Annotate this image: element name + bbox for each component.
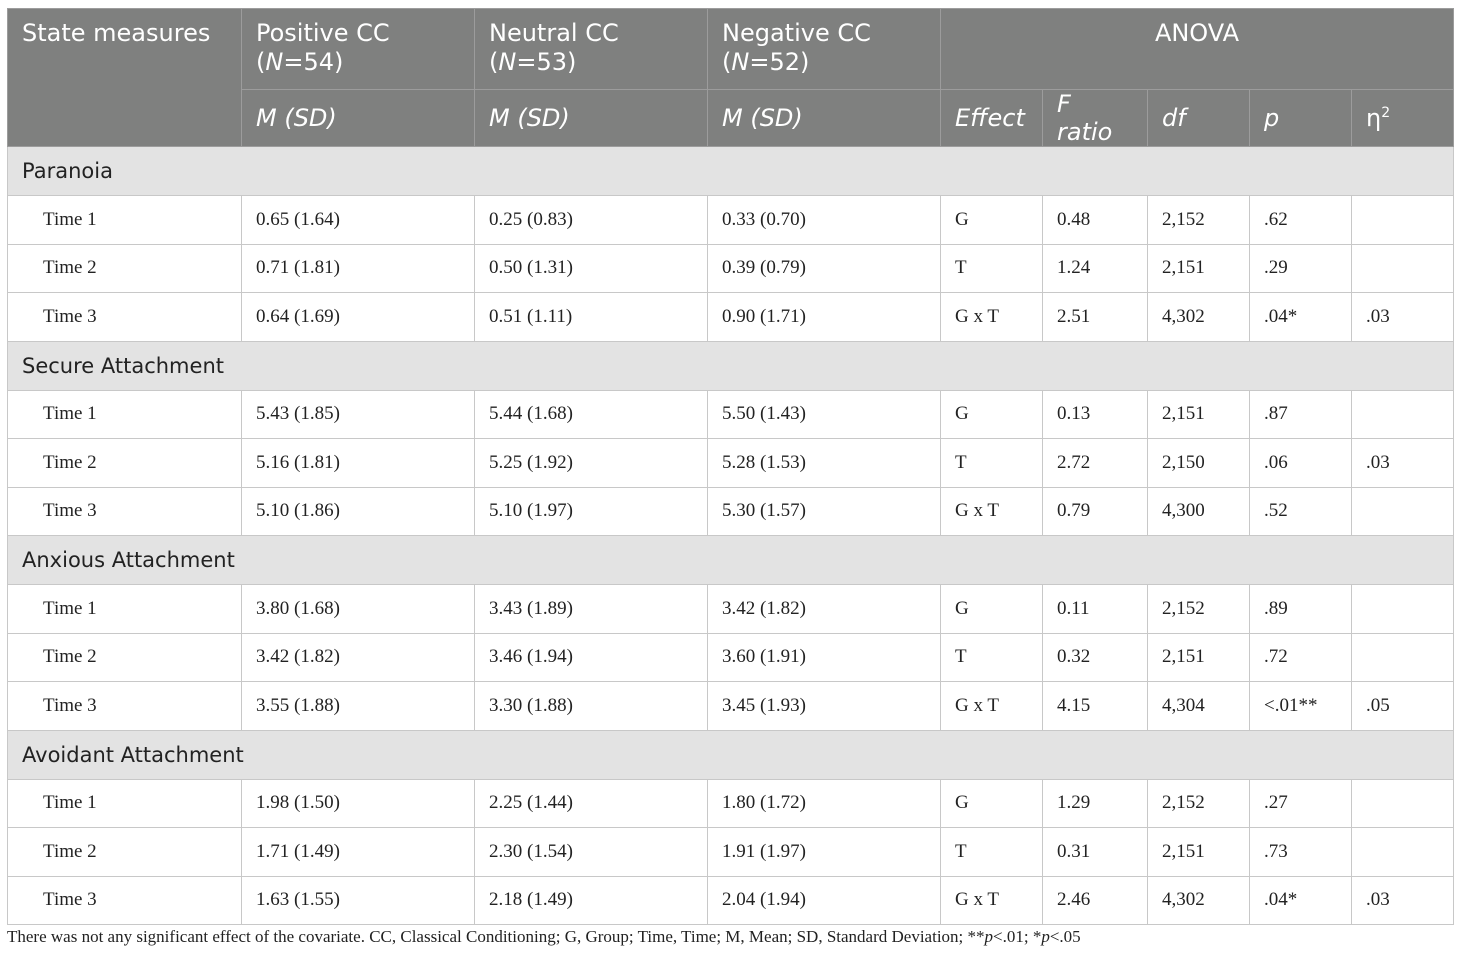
cell-df: 2,150 — [1148, 439, 1250, 488]
cell-neu: 2.30 (1.54) — [475, 828, 708, 877]
cell-df: 2,151 — [1148, 390, 1250, 439]
cell-pos: 0.71 (1.81) — [242, 244, 475, 293]
cell-neu: 5.10 (1.97) — [475, 487, 708, 536]
table-row — [8, 633, 1454, 682]
section-row — [8, 147, 1454, 196]
table-row — [8, 828, 1454, 877]
results-table-container — [7, 8, 1453, 925]
header-negative-cc: Negative CC (N=52) — [708, 9, 941, 90]
cell-neu: 3.46 (1.94) — [475, 633, 708, 682]
row-label: Time 1 — [8, 779, 242, 828]
cell-p: .87 — [1250, 390, 1352, 439]
cell-neg: 2.04 (1.94) — [708, 876, 941, 925]
cell-p: .89 — [1250, 585, 1352, 634]
row-label: Time 3 — [8, 487, 242, 536]
cell-effect: G — [941, 390, 1043, 439]
cell-neg: 1.91 (1.97) — [708, 828, 941, 877]
cell-neu: 0.50 (1.31) — [475, 244, 708, 293]
cell-eta — [1352, 585, 1454, 634]
cell-neg: 5.50 (1.43) — [708, 390, 941, 439]
cell-pos: 0.64 (1.69) — [242, 293, 475, 342]
row-label: Time 2 — [8, 439, 242, 488]
cell-effect: G x T — [941, 682, 1043, 731]
cell-pos: 3.80 (1.68) — [242, 585, 475, 634]
header-df: df — [1148, 90, 1250, 147]
cell-neu: 3.30 (1.88) — [475, 682, 708, 731]
cell-p: .73 — [1250, 828, 1352, 877]
results-table — [7, 8, 1454, 925]
cell-eta — [1352, 244, 1454, 293]
cell-eta: .05 — [1352, 682, 1454, 731]
cell-p: .04* — [1250, 876, 1352, 925]
cell-eta: .03 — [1352, 439, 1454, 488]
cell-p: .72 — [1250, 633, 1352, 682]
cell-pos: 3.42 (1.82) — [242, 633, 475, 682]
cell-p: <.01** — [1250, 682, 1352, 731]
row-label: Time 1 — [8, 390, 242, 439]
row-label: Time 2 — [8, 244, 242, 293]
section-title: Paranoia — [8, 147, 1454, 196]
cell-df: 2,152 — [1148, 585, 1250, 634]
cell-eta — [1352, 828, 1454, 877]
header-msd-negative: M (SD) — [708, 90, 941, 147]
cell-effect: T — [941, 633, 1043, 682]
cell-eta — [1352, 779, 1454, 828]
cell-f: 0.48 — [1043, 196, 1148, 245]
cell-neu: 5.25 (1.92) — [475, 439, 708, 488]
cell-f: 2.46 — [1043, 876, 1148, 925]
row-label: Time 3 — [8, 682, 242, 731]
cell-df: 2,151 — [1148, 244, 1250, 293]
cell-f: 1.29 — [1043, 779, 1148, 828]
table-body — [8, 147, 1454, 925]
header-eta-squared: $\eta^2$ — [1352, 90, 1454, 147]
cell-neu: 5.44 (1.68) — [475, 390, 708, 439]
row-label: Time 3 — [8, 293, 242, 342]
section-title: Secure Attachment — [8, 341, 1454, 390]
cell-eta — [1352, 390, 1454, 439]
cell-pos: 5.43 (1.85) — [242, 390, 475, 439]
cell-p: .62 — [1250, 196, 1352, 245]
cell-effect: T — [941, 439, 1043, 488]
table-row — [8, 244, 1454, 293]
cell-f: 4.15 — [1043, 682, 1148, 731]
header-f-ratio: F ratio — [1043, 90, 1148, 147]
cell-effect: G — [941, 585, 1043, 634]
header-state-measures: State measures — [8, 9, 242, 147]
header-effect: Effect — [941, 90, 1043, 147]
row-label: Time 1 — [8, 585, 242, 634]
cell-neg: 5.28 (1.53) — [708, 439, 941, 488]
cell-neg: 0.33 (0.70) — [708, 196, 941, 245]
cell-f: 2.51 — [1043, 293, 1148, 342]
cell-eta: .03 — [1352, 293, 1454, 342]
cell-neu: 3.43 (1.89) — [475, 585, 708, 634]
cell-df: 4,302 — [1148, 293, 1250, 342]
row-label: Time 2 — [8, 633, 242, 682]
section-row — [8, 730, 1454, 779]
cell-df: 2,151 — [1148, 828, 1250, 877]
cell-f: 2.72 — [1043, 439, 1148, 488]
cell-effect: G x T — [941, 876, 1043, 925]
table-header — [8, 9, 1454, 147]
cell-pos: 1.63 (1.55) — [242, 876, 475, 925]
header-positive-cc: Positive CC (N=54) — [242, 9, 475, 90]
header-msd-positive: M (SD) — [242, 90, 475, 147]
header-anova: ANOVA — [941, 9, 1454, 90]
cell-effect: G x T — [941, 293, 1043, 342]
section-title: Anxious Attachment — [8, 536, 1454, 585]
cell-df: 4,300 — [1148, 487, 1250, 536]
header-msd-neutral: M (SD) — [475, 90, 708, 147]
cell-effect: G — [941, 196, 1043, 245]
section-row — [8, 536, 1454, 585]
cell-f: 0.11 — [1043, 585, 1148, 634]
cell-effect: G — [941, 779, 1043, 828]
cell-pos: 5.10 (1.86) — [242, 487, 475, 536]
row-label: Time 1 — [8, 196, 242, 245]
table-row — [8, 585, 1454, 634]
cell-p: .06 — [1250, 439, 1352, 488]
table-row — [8, 779, 1454, 828]
table-row — [8, 682, 1454, 731]
cell-pos: 1.71 (1.49) — [242, 828, 475, 877]
cell-eta — [1352, 196, 1454, 245]
cell-neu: 2.25 (1.44) — [475, 779, 708, 828]
cell-neg: 3.60 (1.91) — [708, 633, 941, 682]
cell-df: 4,304 — [1148, 682, 1250, 731]
table-row — [8, 439, 1454, 488]
section-row — [8, 341, 1454, 390]
cell-df: 2,151 — [1148, 633, 1250, 682]
table-row — [8, 293, 1454, 342]
cell-eta: .03 — [1352, 876, 1454, 925]
row-label: Time 2 — [8, 828, 242, 877]
cell-neg: 3.42 (1.82) — [708, 585, 941, 634]
cell-neg: 3.45 (1.93) — [708, 682, 941, 731]
table-row — [8, 876, 1454, 925]
row-label: Time 3 — [8, 876, 242, 925]
cell-f: 0.79 — [1043, 487, 1148, 536]
cell-f: 0.13 — [1043, 390, 1148, 439]
cell-pos: 0.65 (1.64) — [242, 196, 475, 245]
table-row — [8, 487, 1454, 536]
cell-p: .29 — [1250, 244, 1352, 293]
cell-p: .27 — [1250, 779, 1352, 828]
cell-f: 1.24 — [1043, 244, 1148, 293]
cell-eta — [1352, 633, 1454, 682]
header-neutral-cc: Neutral CC (N=53) — [475, 9, 708, 90]
cell-pos: 5.16 (1.81) — [242, 439, 475, 488]
cell-neg: 1.80 (1.72) — [708, 779, 941, 828]
cell-effect: T — [941, 828, 1043, 877]
header-p: p — [1250, 90, 1352, 147]
cell-neg: 0.39 (0.79) — [708, 244, 941, 293]
cell-neg: 5.30 (1.57) — [708, 487, 941, 536]
cell-df: 2,152 — [1148, 779, 1250, 828]
table-footnote: There was not any significant effect of the covariate. CC, Classical Conditioning; G, Group; Time, Time; M, Mean; SD, Standard Deviation; **p<.01; *p<.05 — [7, 927, 1081, 946]
cell-neg: 0.90 (1.71) — [708, 293, 941, 342]
table-row — [8, 390, 1454, 439]
cell-p: .04* — [1250, 293, 1352, 342]
table-row — [8, 196, 1454, 245]
cell-eta — [1352, 487, 1454, 536]
cell-neu: 0.25 (0.83) — [475, 196, 708, 245]
cell-p: .52 — [1250, 487, 1352, 536]
cell-pos: 1.98 (1.50) — [242, 779, 475, 828]
cell-pos: 3.55 (1.88) — [242, 682, 475, 731]
cell-df: 2,152 — [1148, 196, 1250, 245]
cell-f: 0.32 — [1043, 633, 1148, 682]
cell-df: 4,302 — [1148, 876, 1250, 925]
cell-effect: G x T — [941, 487, 1043, 536]
cell-f: 0.31 — [1043, 828, 1148, 877]
cell-effect: T — [941, 244, 1043, 293]
cell-neu: 2.18 (1.49) — [475, 876, 708, 925]
cell-neu: 0.51 (1.11) — [475, 293, 708, 342]
section-title: Avoidant Attachment — [8, 730, 1454, 779]
